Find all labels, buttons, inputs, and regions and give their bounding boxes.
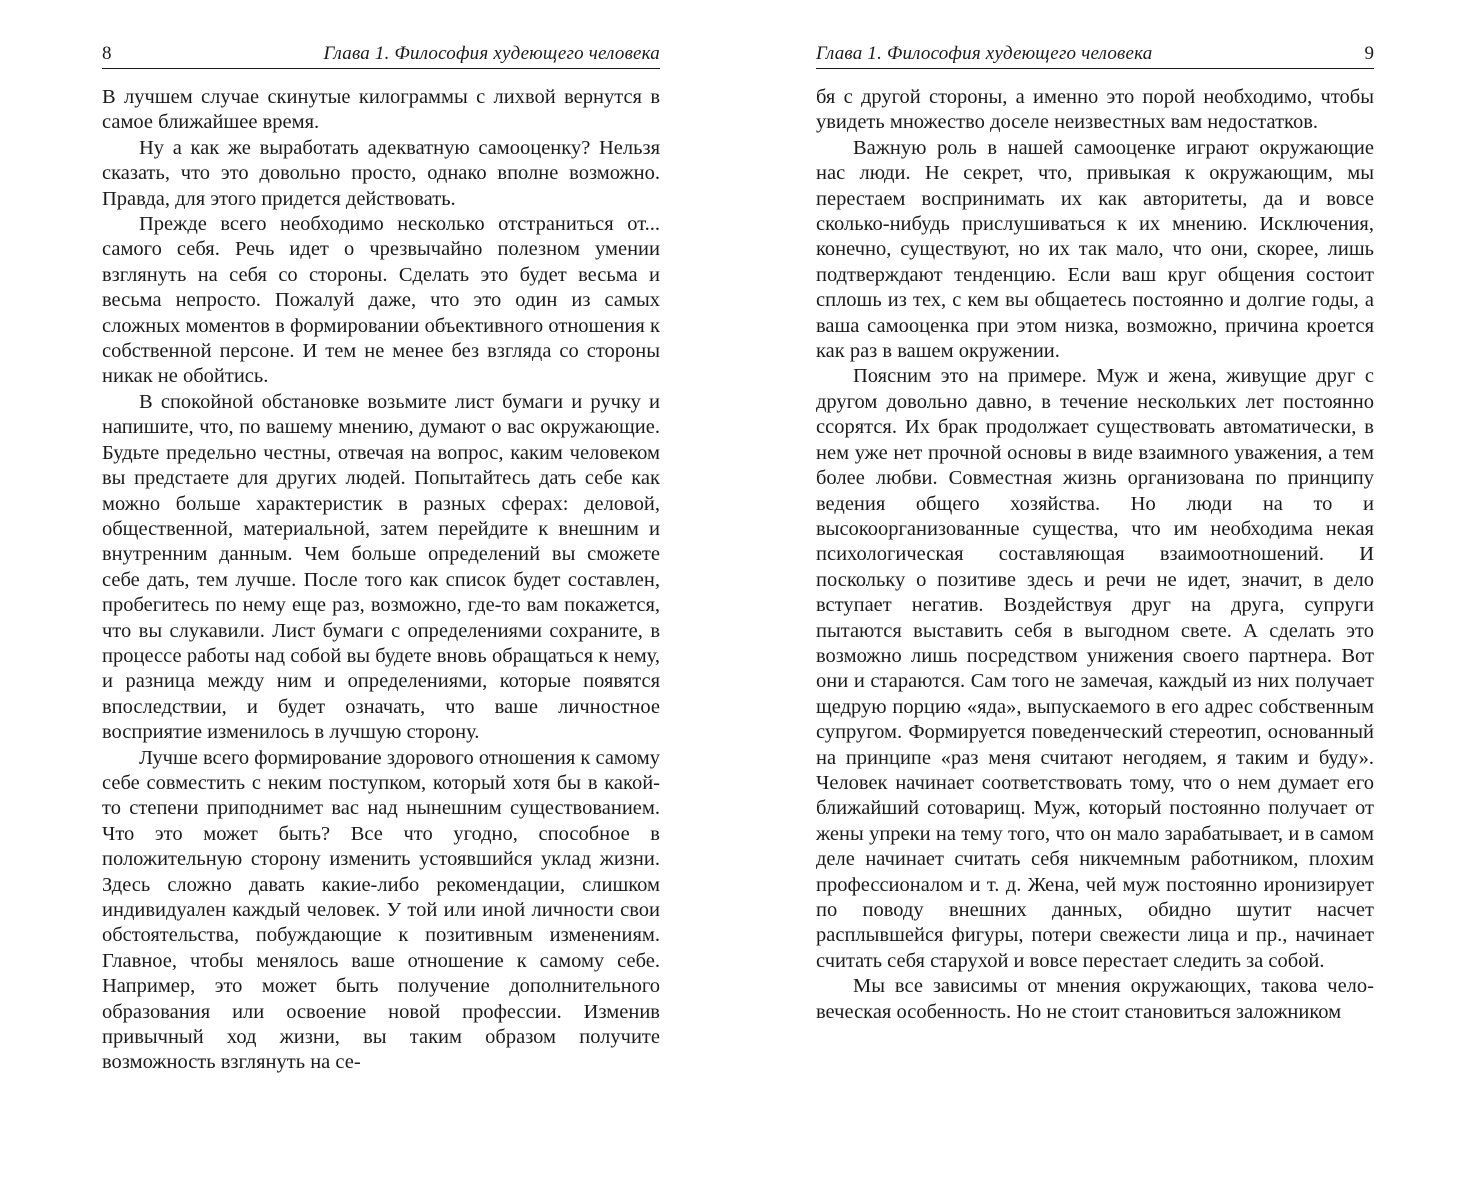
- left-paragraph-1: В лучшем случае скинутые килограммы с лихвой вернутся в самое ближайшее время.: [102, 86, 660, 134]
- left-running-head: [102, 40, 660, 69]
- left-running-title: Глава 1. Философия худеющего человека: [323, 43, 660, 64]
- right-paragraph-4: Мы все зависимы от мнения окружающих, такова человеческая особенность. Но не стоит становиться заложником: [816, 975, 1374, 1023]
- left-paragraph-5: Лучше всего формирование здорового отношения к самому себе совместить с неким поступком, который хотя бы в какой-то степени приподнимет вас над нынешним существованием. Что это может быть? Все что угодно, способное в положительную сторону изменить устоявшийся уклад жизни. Здесь сложно давать какие-либо рекомендации, слишком индивидуален каждый человек. У той или иной личности свои обстоятельства, побуждающие к позитивным изменениям. Главное, чтобы менялось ваше отношение к самому себе. Например, это может быть получение дополнительного образования или освоение новой профессии. Изменив привычный ход жизни, вы таким образом получите возможность взглянуть на се-: [102, 746, 660, 1074]
- right-page: [816, 40, 1374, 1025]
- right-running-head: [816, 40, 1374, 69]
- left-paragraph-4: В спокойной обстановке возьмите лист бумаги и ручку и напишите, что, по вашему мнению, думают о вас окружающие. Будьте предельно честны, отвечая на вопрос, каким человеком вы предстаете для других людей. Попытайтесь дать себе как можно больше характеристик в разных сферах: деловой, общественной, материальной, затем перейдите к внешним и внутренним данным. Чем больше определений вы сможете себе дать, тем лучше. После того как список будет составлен, пробегитесь по нему еще раз, возможно, где-то вам покажется, что вы слукавили. Лист бумаги с определениями сохраните, в процессе работы над собой вы будете вновь обращаться к нему, и разница между ним и определениями, которые появятся впоследствии, и будет означать, что ваше личностное восприятие изменилось в лучшую сторону.: [102, 390, 660, 744]
- left-paragraph-2: Ну а как же выработать адекватную самооценку? Нельзя сказать, что это довольно просто, однако вполне возможно. Правда, для этого придется действовать.: [102, 136, 660, 210]
- right-paragraph-3: Поясним это на примере. Муж и жена, живущие друг с другом довольно давно, в течение нескольких лет постоянно ссорятся. Их брак продолжает существовать автоматически, в нем уже нет прочной основы в виде взаимного уважения, а тем более любви. Совместная жизнь организована по принципу ведения общего хозяйства. Но люди на то и высокоорганизованные существа, что им необходима некая психологическая составляющая взаимоотношений. И поскольку о позитиве здесь и речи не идет, значит, в дело вступает негатив. Воздействуя друг на друга, супруги пытаются выставить себя в выгодном свете. А сделать это возможно лишь посредством унижения своего партнера. Вот они и стараются. Сам того не замечая, каждый из них получает щедрую порцию «яда», выпускаемого в его адрес собственным супругом. Формируется поведенческий стереотип, основанный на принципе «раз меня считают негодяем, я таким и буду». Человек начинает соответствовать тому, что о нем думает его ближайший сотоварищ. Муж, который постоянно получает от жены упреки на тему того, что он мало зарабатывает, и в самом деле начинает считать себя никчемным работником, плохим профессионалом и т. д. Жена, чей муж постоянно иронизирует по поводу внешних данных, обидно шутит насчет расплывшейся фигуры, потери свежести лица и пр., начинает считать себя старухой и вовсе перестает следить за собой.: [816, 365, 1374, 972]
- right-body-text: [816, 85, 1374, 1025]
- left-page: [102, 40, 660, 1076]
- right-paragraph-2: Важную роль в нашей самооценке играют окружающие нас люди. Не секрет, что, привыкая к окружающим, мы перестаем воспринимать их как авторитеты, да и вовсе сколько-нибудь прислушиваться к их мнению. Исключения, конечно, существуют, но их так мало, что они, скорее, лишь подтверждают тенденцию. Если ваш круг общения состоит сплошь из тех, с кем вы общаетесь постоянно и долгие годы, а ваша самооценка при этом низка, возможно, причина кроется как раз в вашем окружении.: [816, 136, 1374, 363]
- left-page-number: 8: [102, 43, 112, 64]
- left-paragraph-3: Прежде всего необходимо несколько отстраниться от... самого себя. Речь идет о чрезвычайно полезном умении взглянуть на себя со стороны. Сделать это будет весьма и весьма непросто. Пожалуй даже, что это один из самых сложных моментов в формировании объективного отношения к собственной персоне. И тем не менее без взгляда со стороны никак не обойтись.: [102, 213, 660, 388]
- right-page-number: 9: [1364, 43, 1374, 64]
- right-paragraph-1: бя с другой стороны, а именно это порой необходимо, чтобы увидеть множество доселе неизвестных вам недостатков.: [816, 86, 1374, 134]
- left-body-text: [102, 85, 660, 1076]
- right-running-title: Глава 1. Философия худеющего человека: [816, 43, 1153, 64]
